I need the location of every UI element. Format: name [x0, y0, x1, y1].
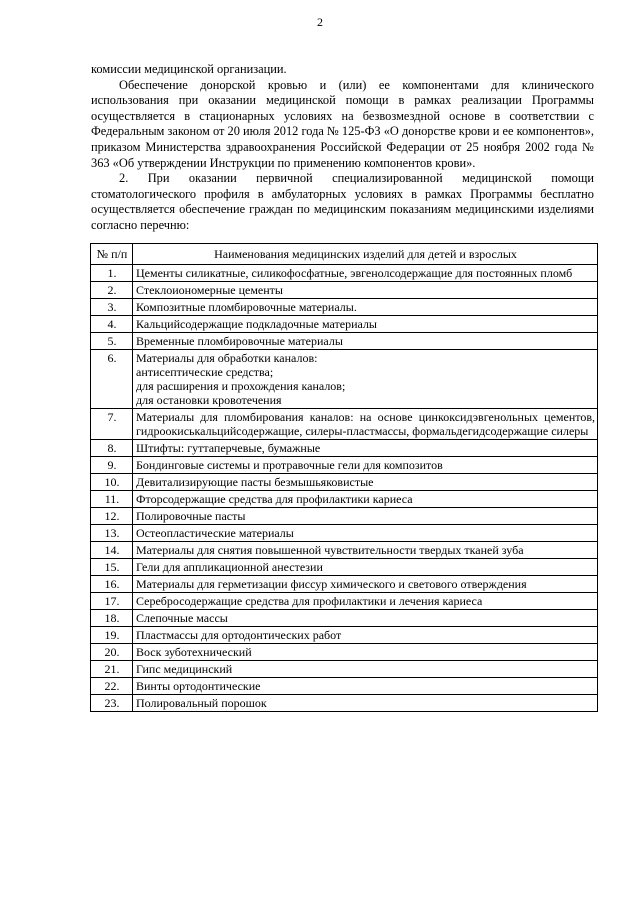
table-row [91, 559, 598, 576]
table-row [91, 542, 598, 559]
row-item-name [133, 491, 598, 508]
row-item-name [133, 695, 598, 712]
row-number: 23. [91, 695, 133, 712]
table-row [91, 409, 598, 440]
table-row [91, 440, 598, 457]
table-row [91, 299, 598, 316]
row-item-line: Фторсодержащие средства для профилактики кариеса [136, 492, 413, 506]
table-row [91, 350, 598, 409]
row-item-name [133, 333, 598, 350]
row-item-line: Серебросодержащие средства для профилактики и лечения кариеса [136, 594, 483, 608]
row-item-line: Пластмассы для ортодонтических работ [136, 628, 342, 642]
row-item-name [133, 525, 598, 542]
row-item-line: Штифты: гуттаперчевые, бумажные [136, 441, 321, 455]
row-number: 18. [91, 610, 133, 627]
row-item-name [133, 282, 598, 299]
row-item-name [133, 474, 598, 491]
row-item-line: Винты ортодонтические [136, 679, 261, 693]
row-item-name [133, 316, 598, 333]
row-number: 22. [91, 678, 133, 695]
row-item-line: Бондинговые системы и протравочные гели для композитов [136, 458, 443, 472]
table-row [91, 474, 598, 491]
row-item-line: Остеопластические материалы [136, 526, 294, 540]
row-item-name [133, 350, 598, 409]
row-number: 12. [91, 508, 133, 525]
row-item-line: Гипс медицинский [136, 662, 233, 676]
row-item-name [133, 457, 598, 474]
table-header-row [91, 244, 598, 265]
row-number: 19. [91, 627, 133, 644]
row-number: 11. [91, 491, 133, 508]
table-row [91, 282, 598, 299]
row-number: 1. [91, 265, 133, 282]
row-number: 20. [91, 644, 133, 661]
row-item-line: Воск зуботехнический [136, 645, 252, 659]
paragraph-continuation: комиссии медицинской организации. [91, 62, 287, 76]
row-number: 8. [91, 440, 133, 457]
medical-items-table [90, 243, 598, 712]
row-item-line: Материалы для герметизации фиссур химического и светового отверждения [136, 577, 527, 591]
table-body [91, 265, 598, 712]
row-item-name [133, 627, 598, 644]
row-item-line: антисептические средства; [136, 365, 274, 379]
row-item-line: Стеклоиономерные цементы [136, 283, 283, 297]
table-row [91, 333, 598, 350]
table-row [91, 576, 598, 593]
row-item-name [133, 265, 598, 282]
row-number: 4. [91, 316, 133, 333]
row-number: 3. [91, 299, 133, 316]
table-row [91, 644, 598, 661]
row-item-name [133, 542, 598, 559]
row-item-line: Цементы силикатные, силикофосфатные, эвгенолсодержащие для постоянных пломб [136, 266, 573, 280]
row-item-name [133, 610, 598, 627]
table-row [91, 508, 598, 525]
table-row [91, 525, 598, 542]
row-item-name [133, 409, 598, 440]
row-item-name [133, 559, 598, 576]
row-number: 16. [91, 576, 133, 593]
row-number: 13. [91, 525, 133, 542]
table-row [91, 491, 598, 508]
row-item-line: Кальцийсодержащие подкладочные материалы [136, 317, 377, 331]
row-number: 5. [91, 333, 133, 350]
row-item-line: для остановки кровотечения [136, 393, 282, 407]
row-item-line: Девитализирующие пасты безмышьяковистые [136, 475, 374, 489]
row-number: 10. [91, 474, 133, 491]
row-item-line: Полировальный порошок [136, 696, 267, 710]
header-number: № п/п [91, 244, 133, 265]
row-item-line: Материалы для снятия повышенной чувствительности твердых тканей зуба [136, 543, 524, 557]
row-number: 14. [91, 542, 133, 559]
row-number: 15. [91, 559, 133, 576]
row-item-name [133, 678, 598, 695]
row-item-line: Материалы для пломбирования каналов: на основе цинкоксидэвгенольных цементов, гидроокиськальцийсодержащие, силеры-пластмассы, формальдегидсодержащие силеры [136, 410, 595, 438]
table-row [91, 610, 598, 627]
row-item-line: Гели для аппликационной анестезии [136, 560, 323, 574]
table-row [91, 627, 598, 644]
row-item-line: Слепочные массы [136, 611, 228, 625]
row-number: 17. [91, 593, 133, 610]
header-item-name: Наименования медицинских изделий для детей и взрослых [133, 244, 598, 265]
paragraph-dental-provision: 2. При оказании первичной специализированной медицинской помощи стоматологического профиля в амбулаторных условиях в рамках Программы бесплатно осуществляется обеспечение граждан по медицинским показаниям медицинскими изделиями согласно перечню: [91, 171, 594, 232]
row-item-line: для расширения и прохождения каналов; [136, 379, 346, 393]
row-item-line: Временные пломбировочные материалы [136, 334, 343, 348]
page-number: 2 [317, 15, 323, 29]
row-number: 21. [91, 661, 133, 678]
row-item-name [133, 593, 598, 610]
table-row [91, 457, 598, 474]
row-item-name [133, 299, 598, 316]
row-item-line: Полировочные пасты [136, 509, 246, 523]
row-item-name [133, 661, 598, 678]
table-row [91, 316, 598, 333]
row-item-line: Материалы для обработки каналов: [136, 351, 318, 365]
row-item-name [133, 508, 598, 525]
row-number: 7. [91, 409, 133, 440]
table-row [91, 593, 598, 610]
row-item-name [133, 576, 598, 593]
row-number: 6. [91, 350, 133, 409]
row-number: 2. [91, 282, 133, 299]
row-number: 9. [91, 457, 133, 474]
row-item-line: Композитные пломбировочные материалы. [136, 300, 357, 314]
body-text [91, 62, 594, 234]
row-item-name [133, 644, 598, 661]
table-row [91, 678, 598, 695]
row-item-name [133, 440, 598, 457]
table-row [91, 695, 598, 712]
table-row [91, 265, 598, 282]
paragraph-blood-donation: Обеспечение донорской кровью и (или) ее компонентами для клинического использования при оказании медицинской помощи в рамках реализации Программы осуществляется в стационарных условиях на безвозмездной основе в соответствии с Федеральным законом от 20 июля 2012 года № 125-ФЗ «О донорстве крови и ее компонентов», приказом Министерства здравоохранения Российской Федерации от 25 ноября 2002 года № 363 «Об утверждении Инструкции по применению компонентов крови». [91, 77, 594, 170]
table-row [91, 661, 598, 678]
